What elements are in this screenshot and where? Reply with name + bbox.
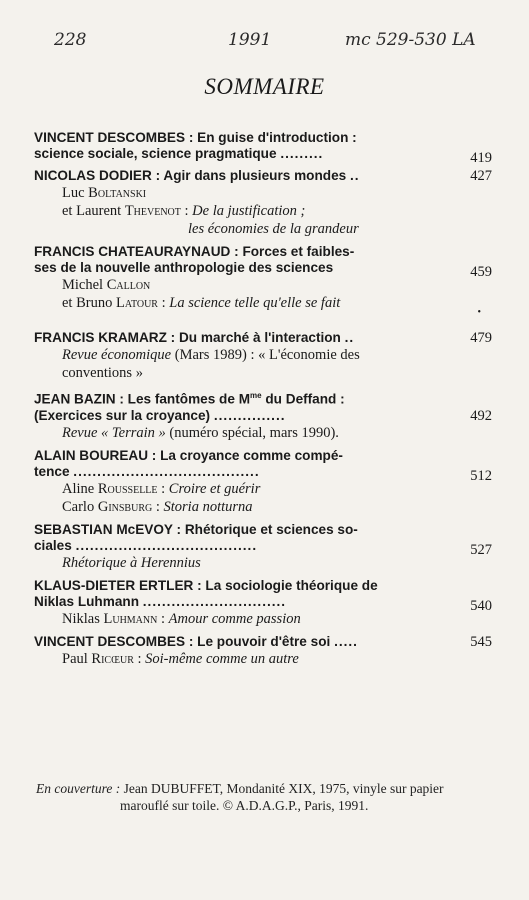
- work-title: Revue économique: [62, 347, 172, 363]
- leader-dots: ..: [349, 168, 360, 183]
- toc-entry-ertler: [34, 578, 496, 628]
- reviewed-work-line: [62, 294, 496, 312]
- handwritten-note-year: 1991: [228, 30, 272, 50]
- heading-line-1: FRANCIS KRAMARZ : Du marché à l'interaction: [34, 330, 341, 345]
- toc-entry-mcevoy: [34, 522, 496, 572]
- toc-entry-boureau: [34, 448, 496, 516]
- leader-dots: .........: [280, 146, 324, 161]
- work-title: Storia notturna: [163, 498, 253, 515]
- reviewed-work-line: [62, 202, 496, 220]
- page-title: SOMMAIRE: [204, 74, 325, 99]
- toc-entry-heading: [34, 578, 496, 610]
- toc-entry-heading: [34, 634, 496, 650]
- reviewed-work-line: [62, 276, 496, 294]
- toc-entry-descombes-pouvoir: [34, 634, 496, 668]
- separator: :: [180, 203, 193, 219]
- reviewed-work-line: Niklas Luhmann : Amour comme passion: [62, 610, 301, 627]
- page-number: 512: [470, 467, 492, 484]
- toc-entry-heading: [34, 244, 496, 276]
- work-title: Amour comme passion: [168, 610, 301, 627]
- reviewed-work-line: [62, 554, 496, 572]
- reviewed-work-line: Carlo Ginsburg : Storia notturna: [62, 498, 253, 515]
- heading-line-1: KLAUS-DIETER ERTLER : La sociologie théorique de: [34, 577, 378, 593]
- heading-line-2: science sociale, science pragmatique: [34, 146, 277, 161]
- page-number: 459: [470, 264, 492, 280]
- toc-entry-heading: [34, 168, 496, 184]
- author-last-name: Rousselle: [97, 480, 158, 497]
- heading-line-1-end: du Deffand :: [261, 391, 345, 407]
- author-first-name: Michel: [62, 277, 104, 293]
- toc-entry-descombes-intro: [34, 130, 496, 166]
- heading-line-1: VINCENT DESCOMBES : Le pouvoir d'être soi: [34, 633, 331, 649]
- author-first-name: et Bruno: [62, 295, 113, 311]
- author-first-name: Niklas: [62, 610, 100, 627]
- handwritten-note-left: 228: [54, 30, 87, 50]
- reviewed-work-line: Aline Rousselle : Croire et guérir: [62, 480, 261, 497]
- leader-dots: .......................................: [73, 463, 260, 479]
- work-title: Rhétorique à Herennius: [62, 554, 201, 571]
- leader-dots: .....: [334, 633, 358, 649]
- page-number: 540: [470, 597, 492, 614]
- separator: :: [157, 295, 170, 311]
- toc-entry-dodier: [34, 168, 496, 238]
- work-title: Soi-même comme un autre: [145, 650, 299, 667]
- author-first-name: et Laurent: [62, 203, 122, 219]
- heading-line-1: FRANCIS CHATEAURAYNAUD : Forces et faibles-: [34, 244, 355, 259]
- author-first-name: Aline: [62, 480, 95, 497]
- heading-line-2: ses de la nouvelle anthropologie des sciences: [34, 260, 334, 275]
- heading-line-1: SEBASTIAN McEVOY : Rhétorique et sciences so-: [34, 521, 358, 537]
- heading-line-2: tence: [34, 463, 70, 479]
- cover-credit-line-1: [36, 780, 486, 797]
- page-number: 492: [470, 408, 492, 424]
- author-first-name: Carlo: [62, 498, 95, 515]
- page-number: 479: [470, 330, 492, 346]
- cover-credit-line-2: marouflé sur toile. © A.D.A.G.P., Paris, 1991.: [120, 798, 369, 813]
- author-last-name: Boltanski: [88, 185, 147, 201]
- heading-line-1: JEAN BAZIN : Les fantômes de M: [34, 391, 251, 407]
- page-number: 545: [470, 633, 492, 650]
- author-first-name: Paul: [62, 650, 88, 667]
- page-number: 427: [470, 168, 492, 184]
- work-title: Revue « Terrain »: [62, 424, 166, 441]
- leader-dots: ...............: [213, 407, 286, 423]
- author-last-name: Callon: [106, 277, 151, 293]
- heading-line-1: ALAIN BOUREAU : La croyance comme compé-: [34, 447, 343, 463]
- author-last-name: Ricœur: [91, 650, 134, 667]
- author-last-name: Thevenot: [124, 203, 181, 219]
- leader-dots: ......................................: [75, 537, 258, 553]
- work-details: (Mars 1989) : « L'économie des conventions »: [62, 347, 360, 381]
- handwritten-note-right: mc 529-530 LA: [345, 30, 476, 50]
- heading-line-2: ciales: [34, 537, 72, 553]
- toc-entry-kramarz: [34, 330, 496, 382]
- reviewed-work-line: Paul Ricœur : Soi-même comme un autre: [62, 650, 299, 667]
- page-number: 527: [470, 541, 492, 558]
- leader-dots: ..............................: [142, 593, 287, 609]
- leader-dots: ..: [344, 330, 355, 345]
- cover-credit-label: En couverture :: [36, 781, 121, 796]
- author-last-name: Ginsburg: [97, 498, 153, 515]
- reviewed-work-line: [62, 346, 496, 382]
- author-last-name: Latour: [115, 295, 158, 311]
- toc-entry-bazin: [34, 388, 496, 442]
- reviewed-work-line: [62, 424, 496, 442]
- reviewed-work-line: [62, 184, 496, 202]
- toc-entry-chateauraynaud: [34, 244, 496, 312]
- work-title: La science telle qu'elle se fait: [169, 295, 341, 311]
- author-last-name: Luhmann: [103, 610, 158, 627]
- toc-entry-heading: [34, 448, 496, 480]
- heading-line-2: Niklas Luhmann: [34, 593, 139, 609]
- page-number: 419: [470, 150, 492, 166]
- toc-entry-heading: [34, 388, 496, 424]
- margin-mark: •: [477, 307, 481, 318]
- toc-entry-heading: [34, 130, 496, 162]
- toc-entry-heading: [34, 330, 496, 346]
- work-title: les économies de la grandeur: [188, 221, 359, 237]
- cover-credit: [36, 780, 486, 814]
- heading-line-1: VINCENT DESCOMBES : En guise d'introduction :: [34, 130, 357, 145]
- superscript: me: [250, 391, 262, 400]
- heading-line-2: (Exercices sur la croyance): [34, 407, 211, 423]
- table-of-contents: [34, 130, 496, 674]
- reviewed-work-line: [188, 220, 496, 238]
- author-first-name: Luc: [62, 185, 85, 201]
- toc-entry-heading: [34, 522, 496, 554]
- work-title: De la justification ;: [192, 203, 306, 219]
- heading-line-1: NICOLAS DODIER : Agir dans plusieurs mondes: [34, 168, 347, 183]
- work-details: (numéro spécial, mars 1990).: [165, 424, 339, 441]
- cover-credit-text: Jean DUBUFFET, Mondanité XIX, 1975, vinyle sur papier: [120, 781, 444, 796]
- work-title: Croire et guérir: [168, 480, 261, 497]
